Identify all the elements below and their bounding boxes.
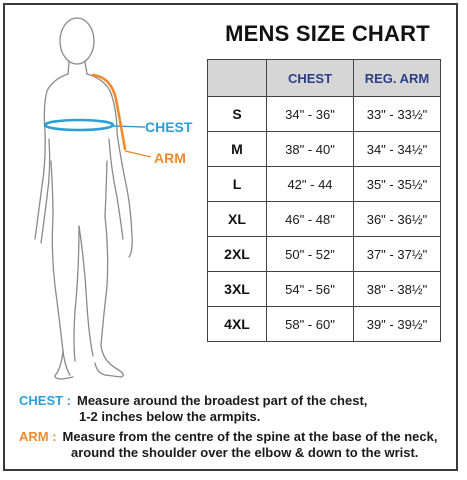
chest-cell: 42" - 44 xyxy=(267,167,354,202)
size-cell: 2XL xyxy=(208,237,267,272)
header-arm: REG. ARM xyxy=(354,60,441,97)
table-row xyxy=(208,237,441,272)
arm-note xyxy=(19,429,459,445)
chest-cell: 50" - 52" xyxy=(267,237,354,272)
arm-cell: 35" - 35½" xyxy=(354,167,441,202)
arm-note-continued xyxy=(19,445,459,461)
body-outline-illustration xyxy=(13,11,208,383)
chest-note-continued xyxy=(19,409,459,425)
size-chart-frame xyxy=(3,3,458,471)
size-cell: 3XL xyxy=(208,272,267,307)
arm-cell: 34" - 34½" xyxy=(354,132,441,167)
table-header-row xyxy=(208,60,441,97)
chest-cell: 58" - 60" xyxy=(267,307,354,342)
arm-cell: 36" - 36½" xyxy=(354,202,441,237)
chest-cell: 46" - 48" xyxy=(267,202,354,237)
arm-note-key: ARM : xyxy=(19,429,57,444)
size-cell: XL xyxy=(208,202,267,237)
table-row xyxy=(208,307,441,342)
size-table xyxy=(207,59,441,342)
measurement-notes xyxy=(19,393,459,461)
chest-note-line1: Measure around the broadest part of the chest, xyxy=(77,393,368,408)
size-cell: L xyxy=(208,167,267,202)
chest-cell: 54" - 56" xyxy=(267,272,354,307)
arm-cell: 37" - 37½" xyxy=(354,237,441,272)
table-row xyxy=(208,202,441,237)
header-chest: CHEST xyxy=(267,60,354,97)
header-size xyxy=(208,60,267,97)
arm-cell: 38" - 38½" xyxy=(354,272,441,307)
table-row xyxy=(208,97,441,132)
arm-cell: 39" - 39½" xyxy=(354,307,441,342)
chest-cell: 38" - 40" xyxy=(267,132,354,167)
chest-note-key: CHEST : xyxy=(19,393,71,408)
size-cell: 4XL xyxy=(208,307,267,342)
chest-note xyxy=(19,393,459,409)
size-cell: M xyxy=(208,132,267,167)
chest-note-line2: 1-2 inches below the armpits. xyxy=(79,409,261,424)
size-cell: S xyxy=(208,97,267,132)
arm-note-line2: around the shoulder over the elbow & down to the wrist. xyxy=(71,445,419,460)
arm-note-line1: Measure from the centre of the spine at the base of the neck, xyxy=(62,429,438,444)
page-title: MENS SIZE CHART xyxy=(225,21,430,46)
table-row xyxy=(208,167,441,202)
chest-label: CHEST xyxy=(145,119,193,135)
arm-cell: 33" - 33½" xyxy=(354,97,441,132)
table-row xyxy=(208,272,441,307)
table-row xyxy=(208,132,441,167)
chest-cell: 34" - 36" xyxy=(267,97,354,132)
arm-label: ARM xyxy=(154,150,186,166)
